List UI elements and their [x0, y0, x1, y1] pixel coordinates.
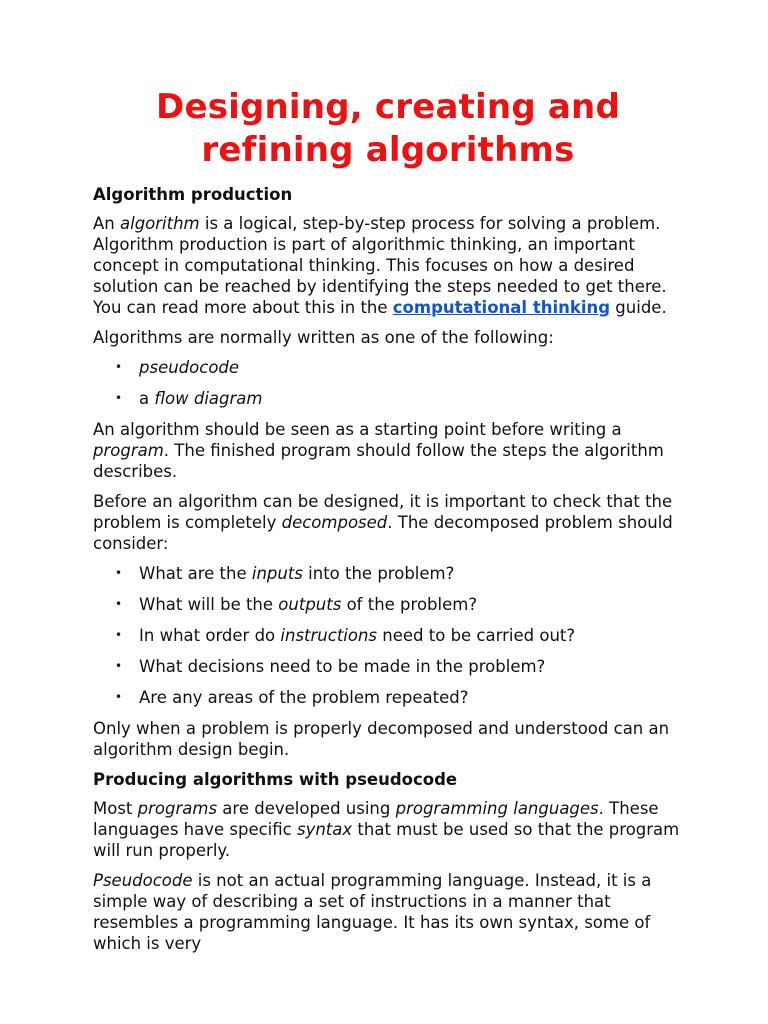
bullet-icon: • [115, 597, 123, 611]
list-item [93, 388, 683, 409]
paragraph-pseudocode-definition [93, 870, 683, 954]
text-run: a [139, 389, 155, 408]
list-item [93, 656, 683, 677]
bullet-icon: • [115, 360, 123, 374]
bullet-icon: • [115, 659, 123, 673]
text-run: . The finished program should follow the steps the algorithm describes. [93, 441, 664, 481]
section-heading-algorithm-production: Algorithm production [93, 185, 293, 204]
text-run: What will be the [139, 595, 279, 614]
italic-term: inputs [251, 564, 303, 583]
text-run: What are the [139, 564, 252, 583]
bullet-icon: • [115, 391, 123, 405]
text-run: is a logical, step-by-step process for solving a problem. Algorithm production is part of algorithmic thinking, an important concept in computational thinking. This focuses on how a desired solution can be reached by identifying the steps needed to get there. You can read more about this in the [93, 214, 667, 317]
text-run: . The decomposed problem should consider: [93, 513, 673, 553]
list-item [93, 357, 683, 378]
title-line-1: Designing, creating and [156, 87, 620, 127]
paragraph-algorithm-forms: Algorithms are normally written as one of the following: [93, 328, 554, 347]
paragraph-programming-languages [93, 798, 683, 861]
decomposition-questions-list [93, 563, 683, 708]
section-heading-pseudocode: Producing algorithms with pseudocode [93, 770, 458, 789]
text-run: Most [93, 799, 138, 818]
computational-thinking-link[interactable]: computational thinking [392, 298, 611, 317]
text-run: In what order do [139, 626, 281, 645]
text-run: guide. [610, 298, 667, 317]
italic-term: programming languages [395, 799, 599, 818]
text-run: An algorithm should be seen as a starting point before writing a [93, 420, 622, 439]
algorithm-forms-list [93, 357, 683, 409]
document-page [93, 86, 683, 963]
text-run: . These languages have specific [93, 799, 659, 839]
paragraph-starting-point [93, 419, 683, 482]
text-run: of the problem? [341, 595, 478, 614]
text-run: An [93, 214, 120, 233]
italic-term: syntax [296, 820, 353, 839]
paragraph-design-begin: Only when a problem is properly decomposed and understood can an algorithm design begin. [93, 719, 670, 759]
text-run: Before an algorithm can be designed, it is important to check that the problem is completely [93, 492, 673, 532]
bullet-icon: • [115, 690, 123, 704]
list-item [93, 594, 683, 615]
italic-term: pseudocode [139, 358, 240, 377]
italic-term: programs [137, 799, 218, 818]
italic-term: program [93, 441, 164, 460]
text-run: is not an actual programming language. Instead, it is a simple way of describing a set of instructions in a manner that resembles a programming language. It has its own syntax, some of which is very [93, 871, 652, 953]
document-title [93, 86, 683, 172]
list-item [93, 563, 683, 584]
italic-term: algorithm [120, 214, 200, 233]
list-item [93, 687, 683, 708]
italic-term: Pseudocode [93, 871, 193, 890]
paragraph-algorithm-definition [93, 213, 683, 318]
title-line-2: refining algorithms [201, 130, 575, 170]
text-run: need to be carried out? [377, 626, 576, 645]
italic-term: outputs [278, 595, 342, 614]
italic-term: flow diagram [154, 389, 263, 408]
text-run: are developed using [217, 799, 396, 818]
list-item [93, 625, 683, 646]
bullet-icon: • [115, 566, 123, 580]
paragraph-decomposition [93, 491, 683, 554]
italic-term: decomposed [281, 513, 388, 532]
text-run: Are any areas of the problem repeated? [139, 688, 469, 707]
bullet-icon: • [115, 628, 123, 642]
text-run: into the problem? [302, 564, 455, 583]
text-run: What decisions need to be made in the problem? [139, 657, 546, 676]
text-run: that must be used so that the program will run properly. [93, 820, 680, 860]
italic-term: instructions [280, 626, 378, 645]
